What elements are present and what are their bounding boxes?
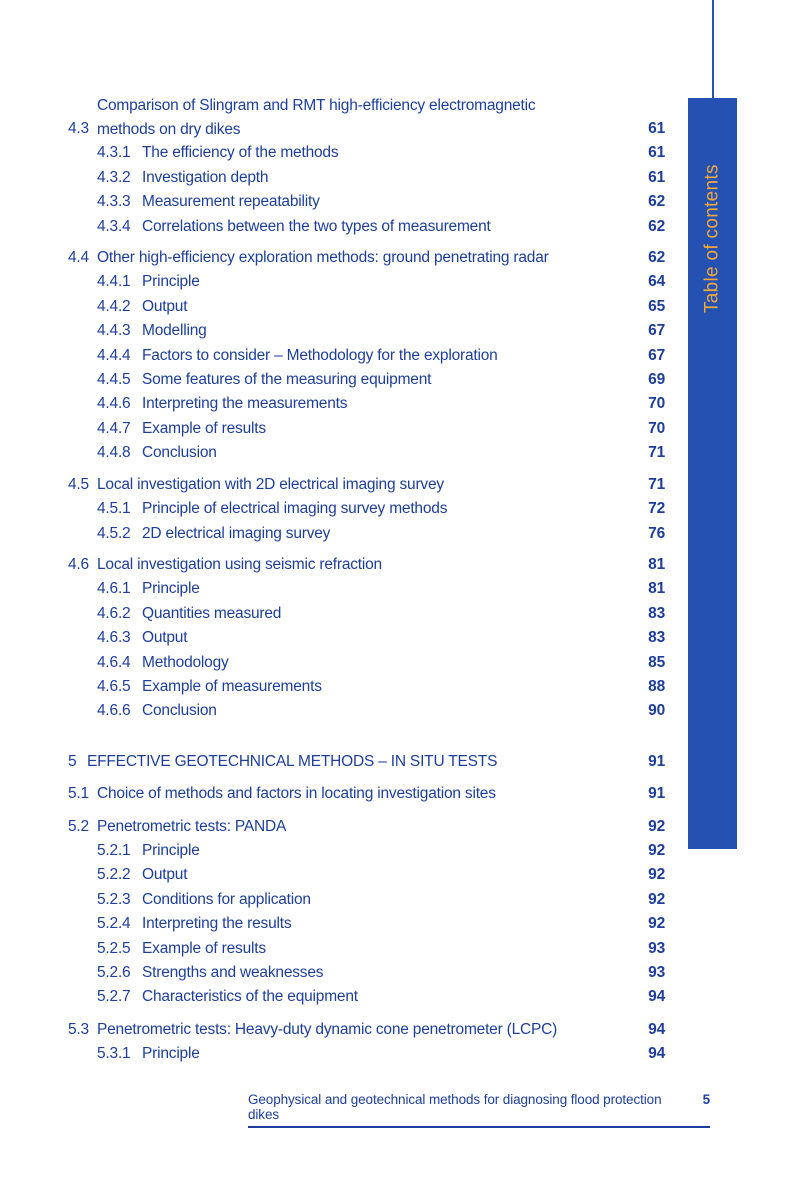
footer-page-number: 5	[702, 1092, 710, 1107]
toc-entry-page: 91	[648, 752, 665, 770]
toc-entry	[68, 270, 665, 294]
toc-entry-page: 94	[648, 1020, 665, 1038]
toc-entry	[68, 94, 665, 141]
toc-entry-number: 4.5	[68, 475, 89, 493]
toc-entry-number: 4.4.1	[97, 273, 131, 291]
toc-entry-number: 4.4.3	[97, 322, 131, 340]
toc-entry-number: 5.2.1	[97, 841, 131, 859]
toc-entry	[68, 1018, 665, 1042]
toc-entry	[68, 190, 665, 214]
toc-entry-number: 5.2	[68, 817, 89, 835]
toc-entry	[68, 815, 665, 839]
toc-entry-number: 4.3	[68, 120, 89, 137]
toc-entry	[68, 699, 665, 723]
toc-entry-title: Principle	[142, 841, 200, 859]
toc-entry-page: 69	[648, 371, 665, 389]
toc-entry	[68, 602, 665, 626]
toc-entry-page: 64	[648, 273, 665, 291]
toc-entry-number: 4.6.1	[97, 580, 131, 598]
toc-entry	[68, 295, 665, 319]
toc-entry-page: 81	[648, 555, 665, 573]
toc-entry-title: Strengths and weaknesses	[142, 964, 324, 981]
toc-entry	[68, 863, 665, 887]
toc-entry-title: Principle of electrical imaging survey methods	[142, 500, 448, 518]
toc-entry-number: 4.6.4	[97, 653, 131, 671]
toc-entry	[68, 675, 665, 699]
toc-entry-page: 83	[648, 629, 665, 647]
toc-entry-title: Principle	[142, 580, 200, 598]
toc-entry-title: Measurement repeatability	[142, 193, 320, 211]
toc-entry-number: 5.2.5	[97, 939, 131, 957]
toc-entry-number: 4.4.2	[97, 297, 131, 315]
toc-entry-number: 4.4.7	[97, 419, 131, 437]
toc-entry-title: Other high-efficiency exploration methods: ground penetrating radar	[97, 249, 549, 267]
toc-entry-number: 4.5.1	[97, 500, 131, 518]
toc-entry-page: 71	[648, 475, 665, 493]
toc-group	[68, 553, 665, 724]
toc-group	[68, 1018, 665, 1067]
toc-entry-number: 5.3.1	[97, 1045, 131, 1063]
toc-entry-title: Output	[142, 866, 188, 884]
page-footer	[248, 1092, 710, 1128]
toc-entry-title: Conclusion	[142, 444, 217, 462]
toc-entry-number: 4.5.2	[97, 524, 131, 542]
toc-entry-number: 5.2.7	[97, 988, 131, 1006]
toc-entry-page: 90	[648, 702, 665, 720]
toc-entry-title: Example of results	[142, 939, 266, 957]
toc-entry	[68, 553, 665, 577]
toc-entry-title: Methodology	[142, 653, 229, 671]
toc-entry-page: 92	[648, 866, 665, 884]
toc-entry-page: 92	[648, 915, 665, 933]
sidebar-tab	[688, 98, 737, 849]
toc-entry	[68, 577, 665, 601]
toc-entry-number: 4.6.6	[97, 702, 131, 720]
toc-entry-number: 4.6	[68, 555, 89, 573]
toc-entry-number: 4.4.5	[97, 371, 131, 389]
toc-entry-title: 2D electrical imaging survey	[142, 524, 331, 542]
toc-entry	[68, 888, 665, 912]
toc-entry-page: 62	[648, 193, 665, 211]
top-vertical-rule	[712, 0, 714, 98]
toc-entry	[68, 319, 665, 343]
toc-entry-title: Characteristics of the equipment	[142, 988, 358, 1006]
toc-entry-number: 4.3.1	[97, 144, 131, 162]
toc-entry	[68, 392, 665, 416]
toc-entry-title: Local investigation using seismic refraction	[97, 555, 382, 573]
toc-entry-number: 5.2.4	[97, 915, 131, 933]
toc-entry-title: Choice of methods and factors in locating investigation sites	[97, 785, 496, 803]
toc-entry-title: Interpreting the measurements	[142, 395, 348, 413]
toc-entry-title: Conclusion	[142, 702, 217, 720]
toc-entry-number: 5	[68, 752, 77, 770]
toc-entry	[68, 937, 665, 961]
toc-entry-page: 67	[648, 322, 665, 340]
toc-entry-title-line2: methods on dry dikes	[97, 121, 241, 139]
toc-entry-number: 5.2.2	[97, 866, 131, 884]
toc-entry	[68, 141, 665, 165]
toc-entry-page: 91	[648, 785, 665, 803]
toc-group	[68, 473, 665, 546]
toc-entry-title: Quantities measured	[142, 604, 282, 622]
toc-entry-page: 92	[648, 817, 665, 835]
toc-entry-page: 93	[648, 964, 665, 981]
toc-entry-page: 92	[648, 841, 665, 859]
toc-entry-number: 4.4.6	[97, 395, 131, 413]
toc-entry-title: Interpreting the results	[142, 915, 292, 933]
toc-entry-title: EFFECTIVE GEOTECHNICAL METHODS – IN SITU TESTS	[87, 752, 498, 770]
toc-entry	[68, 985, 665, 1009]
toc-entry	[68, 912, 665, 936]
toc-entry	[68, 839, 665, 863]
toc-entry-title: Principle	[142, 1045, 200, 1063]
toc-entry	[68, 782, 665, 806]
toc-entry-number: 4.3.2	[97, 168, 131, 186]
toc-entry-title: Modelling	[142, 322, 207, 340]
toc-entry	[68, 522, 665, 546]
toc-entry-page: 72	[648, 500, 665, 518]
toc-entry-page: 61	[648, 168, 665, 186]
toc-entry-number: 4.3.4	[97, 217, 131, 235]
toc-entry-title: Factors to consider – Methodology for the exploration	[142, 346, 498, 364]
toc-entry	[68, 417, 665, 441]
toc-entry-number: 4.6.2	[97, 604, 131, 622]
toc-entry-number: 5.1	[68, 785, 89, 803]
toc-entry	[68, 497, 665, 521]
toc-entry	[68, 651, 665, 675]
toc-entry	[68, 368, 665, 392]
toc-entry	[68, 441, 665, 465]
toc-entry	[68, 166, 665, 190]
toc-entry-number: 4.4	[68, 249, 89, 267]
toc-entry-page: 61	[648, 120, 665, 137]
toc-entry	[68, 626, 665, 650]
toc-group	[68, 815, 665, 1010]
toc-entry-number: 4.4.8	[97, 444, 131, 462]
toc-entry-title: Local investigation with 2D electrical imaging survey	[97, 475, 444, 493]
toc-entry-title: Some features of the measuring equipment	[142, 371, 432, 389]
toc-entry-number: 5.2.3	[97, 890, 131, 908]
toc-entry-number: 5.2.6	[97, 964, 131, 981]
toc-entry	[68, 1042, 665, 1066]
toc-entry-number: 4.3.3	[97, 193, 131, 211]
toc-group	[68, 94, 665, 239]
toc-entry-page: 67	[648, 346, 665, 364]
table-of-contents	[68, 94, 665, 1067]
toc-entry-title-line1: Comparison of Slingram and RMT high-efficiency electromagnetic	[97, 97, 536, 114]
toc-entry-title: Conditions for application	[142, 890, 311, 908]
toc-entry-title: Output	[142, 297, 188, 315]
toc-entry-page: 62	[648, 249, 665, 267]
toc-entry-page: 88	[648, 677, 665, 695]
toc-entry	[68, 246, 665, 270]
toc-entry	[68, 750, 665, 774]
footer-running-title: Geophysical and geotechnical methods for diagnosing flood protection dikes	[248, 1092, 662, 1122]
toc-entry	[68, 473, 665, 497]
toc-entry-title: Example of results	[142, 419, 266, 437]
toc-entry-title: Investigation depth	[142, 168, 269, 186]
toc-entry-title: The efficiency of the methods	[142, 144, 339, 162]
toc-entry-page: 81	[648, 580, 665, 598]
toc-entry-title: Output	[142, 629, 188, 647]
toc-entry-page: 94	[648, 988, 665, 1006]
toc-entry-title: Penetrometric tests: Heavy-duty dynamic cone penetrometer (LCPC)	[97, 1020, 558, 1038]
toc-entry-page: 85	[648, 653, 665, 671]
toc-entry-page: 65	[648, 297, 665, 315]
toc-entry-number: 4.4.4	[97, 346, 131, 364]
toc-entry-title: Example of measurements	[142, 677, 322, 695]
toc-entry	[68, 961, 665, 985]
toc-entry-number: 4.6.5	[97, 677, 131, 695]
toc-entry-page: 71	[648, 444, 665, 462]
toc-group	[68, 246, 665, 466]
toc-entry-page: 61	[648, 144, 665, 162]
toc-entry-title: Principle	[142, 273, 200, 291]
sidebar-tab-label: Table of contents	[701, 164, 723, 314]
toc-entry-page: 70	[648, 395, 665, 413]
toc-entry-page: 93	[648, 939, 665, 957]
toc-group	[68, 750, 665, 774]
toc-entry-title: Penetrometric tests: PANDA	[97, 817, 287, 835]
toc-entry	[68, 215, 665, 239]
toc-entry-page: 94	[648, 1045, 665, 1063]
toc-entry-number: 5.3	[68, 1020, 89, 1038]
toc-entry-page: 92	[648, 890, 665, 908]
toc-entry-title: Correlations between the two types of measurement	[142, 217, 491, 235]
toc-entry	[68, 344, 665, 368]
toc-entry-title	[97, 94, 640, 141]
toc-entry-page: 76	[648, 524, 665, 542]
toc-entry-number: 4.6.3	[97, 629, 131, 647]
toc-group	[68, 782, 665, 806]
toc-entry-page: 62	[648, 217, 665, 235]
toc-entry-page: 83	[648, 604, 665, 622]
toc-entry-page: 70	[648, 419, 665, 437]
